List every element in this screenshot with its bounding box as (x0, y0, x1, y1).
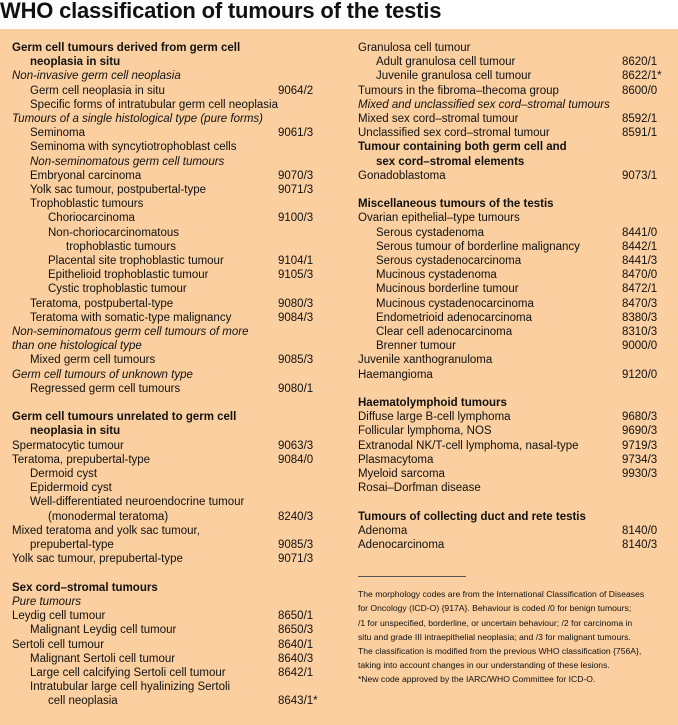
entry-label: Teratoma with somatic-type malignancy (30, 311, 232, 324)
entry-dermoid-cyst (12, 467, 346, 481)
entry-label: Germ cell tumours unrelated to germ cell (12, 411, 237, 424)
icd-o-code: 9084/0 (278, 453, 314, 466)
entry-label: Dermoid cyst (30, 468, 98, 481)
entry-serous-cystadenocarcinoma (358, 254, 670, 268)
entry-mixed-and-unclassified-sex-cord-stromal- (358, 98, 670, 112)
entry-label: Mucinous cystadenocarcinoma (376, 297, 534, 310)
entry-follicular-lymphoma-nos (358, 424, 670, 438)
entry-prepubertal-type (12, 538, 346, 552)
footnote-divider (358, 576, 466, 577)
entry-mucinous-cystadenoma (358, 268, 670, 282)
entry-label: Yolk sac tumour, postpubertal-type (30, 184, 207, 197)
entry-label: than one histological type (12, 340, 142, 353)
entry-label: Mixed sex cord–stromal tumour (358, 113, 519, 126)
entry-spermatocytic-tumour (12, 439, 346, 453)
entry-well-differentiated-neuroendocrine-tumou (12, 495, 346, 509)
entry-tumours-of-a-single-histological-type-pu (12, 112, 346, 126)
entry-label: Choriocarcinoma (48, 212, 135, 225)
entry-non-choriocarcinomatous (12, 226, 346, 240)
entry-myeloid-sarcoma (358, 467, 670, 481)
entry-label: Teratoma, prepubertal-type (12, 453, 151, 466)
entry-rosai-dorfman-disease (358, 481, 670, 495)
entry-label: Non-choriocarcinomatous (48, 226, 180, 239)
entry-label: Teratoma, postpubertal-type (30, 297, 174, 310)
icd-o-code: 9071/3 (278, 184, 314, 197)
entry-mixed-teratoma-and-yolk-sac-tumour (12, 524, 346, 538)
entry-yolk-sac-tumour-postpubertal-type (12, 183, 346, 197)
entry-serous-tumour-of-borderline-malignancy (358, 240, 670, 254)
icd-o-code: 8640/3 (278, 652, 314, 665)
entry-label: Adenoma (358, 524, 408, 537)
entry-epithelioid-trophoblastic-tumour (12, 268, 346, 282)
icd-o-code: 8642/1 (278, 666, 314, 679)
entry-label: Rosai–Dorfman disease (358, 482, 481, 495)
icd-o-code: 9070/3 (278, 169, 314, 182)
entry-label: Tumours of a single histological type (pure forms) (12, 113, 263, 126)
entry-label: Germ cell tumours derived from germ cell (12, 42, 241, 54)
entry-label: Extranodal NK/T-cell lymphoma, nasal-type (358, 439, 579, 452)
entry-mucinous-cystadenocarcinoma (358, 297, 670, 311)
footnote-line: The morphology codes are from the International Classification of Diseases (358, 589, 645, 600)
entry-endometrioid-adenocarcinoma (358, 311, 670, 325)
footnote-line: *New code approved by the IARC/WHO Committee for ICD-O. (358, 674, 596, 685)
icd-o-code: 9061/3 (278, 127, 314, 140)
entry-label: trophoblastic tumours (66, 240, 176, 253)
entry-label: Non-seminomatous germ cell tumours (30, 155, 225, 168)
entry-yolk-sac-tumour-prepubertal-type (12, 552, 346, 566)
entry-label: cell neoplasia (48, 695, 118, 708)
entry-label: Granulosa cell tumour (358, 42, 471, 54)
entry-label: Well-differentiated neuroendocrine tumour (30, 496, 245, 509)
entry-specific-forms-of-intratubular-germ-cell (12, 98, 346, 112)
section-heading-germ-cell-tumours-unrelated-to-germ-cell (12, 410, 346, 424)
entry-teratoma-postpubertal-type (12, 297, 346, 311)
entry-label: Mixed teratoma and yolk sac tumour, (12, 524, 200, 537)
icd-o-code: 9084/3 (278, 311, 314, 324)
entry-teratoma-with-somatic-type-malignancy (12, 311, 346, 325)
entry-label: Spermatocytic tumour (12, 439, 124, 452)
entry-label: Malignant Leydig cell tumour (30, 624, 177, 637)
icd-o-code: 8310/3 (622, 326, 658, 339)
icd-o-code: 8591/1 (622, 127, 658, 140)
entry-label: Regressed germ cell tumours (30, 382, 181, 395)
entry-epidermoid-cyst (12, 481, 346, 495)
icd-o-code: 9734/3 (622, 453, 658, 466)
entry-label: Epithelioid trophoblastic tumour (48, 269, 209, 282)
entry-seminoma-with-syncytiotrophoblast-cells (12, 140, 346, 154)
entry-label: Sertoli cell tumour (12, 638, 105, 651)
icd-o-code: 8240/3 (278, 510, 314, 523)
icd-o-code: 8441/0 (622, 226, 658, 239)
icd-o-code: 8470/0 (622, 269, 658, 282)
icd-o-code: 8592/1 (622, 113, 658, 126)
icd-o-code: 9085/3 (278, 354, 314, 367)
entry-label: Clear cell adenocarcinoma (376, 326, 513, 339)
icd-o-code: 8650/3 (278, 624, 314, 637)
entry-label: Tumour containing both germ cell and (358, 141, 567, 154)
entry-label: Trophoblastic tumours (30, 198, 144, 211)
icd-o-code: 8622/1* (622, 70, 662, 83)
section-heading-haematolymphoid-tumours (358, 396, 670, 410)
entry-than-one-histological-type (12, 339, 346, 353)
entry-label: Haemangioma (358, 368, 433, 381)
entry-label: Placental site trophoblastic tumour (48, 255, 224, 268)
entry-granulosa-cell-tumour (358, 41, 670, 55)
entry-label: Intratubular large cell hyalinizing Sertoli (30, 681, 231, 694)
icd-o-code: 9080/1 (278, 382, 314, 395)
entry-label: Mucinous cystadenoma (376, 269, 497, 282)
entry-label: Tumours of collecting duct and rete testis (358, 510, 586, 523)
entry-non-seminomatous-germ-cell-tumours (12, 155, 346, 169)
entry-ovarian-epithelial-type-tumours (358, 211, 670, 225)
icd-o-code: 8472/1 (622, 283, 658, 296)
entry-cell-neoplasia (12, 694, 346, 708)
entry-label: Adenocarcinoma (358, 539, 445, 552)
entry-trophoblastic-tumours (12, 240, 346, 254)
entry-trophoblastic-tumours (12, 197, 346, 211)
left-column (12, 41, 346, 709)
entry-embryonal-carcinoma (12, 169, 346, 183)
icd-o-code: 9073/1 (622, 169, 658, 182)
entry-label: Non-seminomatous germ cell tumours of more (12, 326, 249, 339)
entry-malignant-sertoli-cell-tumour (12, 652, 346, 666)
entry-non-invasive-germ-cell-neoplasia (12, 69, 346, 83)
entry-diffuse-large-b-cell-lymphoma (358, 410, 670, 424)
entry-label: Juvenile xanthogranuloma (358, 354, 493, 367)
entry-placental-site-trophoblastic-tumour (12, 254, 346, 268)
section-heading-neoplasia-in-situ (12, 55, 346, 69)
entry-label: Diffuse large B-cell lymphoma (358, 411, 511, 424)
entry-label: Sex cord–stromal tumours (12, 581, 158, 594)
entry-intratubular-large-cell-hyalinizing-sert (12, 680, 346, 694)
entry-serous-cystadenoma (358, 226, 670, 240)
entry-label: Serous tumour of borderline malignancy (376, 240, 580, 253)
icd-o-code: 9120/0 (622, 368, 658, 381)
page-title: WHO classification of tumours of the testis (0, 0, 442, 23)
icd-o-code: 8470/3 (622, 297, 658, 310)
icd-o-code: 8650/1 (278, 610, 314, 623)
entry-label: prepubertal-type (30, 539, 114, 552)
entry-label: Epidermoid cyst (30, 482, 112, 495)
entry-label: Leydig cell tumour (12, 610, 106, 623)
footnote-line: for Oncology (ICD-O) {917A}. Behaviour is coded /0 for benign tumours; (358, 603, 632, 614)
entry-label: Endometrioid adenocarcinoma (376, 311, 532, 324)
classification-panel (0, 29, 678, 725)
section-heading-neoplasia-in-situ (12, 424, 346, 438)
entry-label: Seminoma with syncytiotrophoblast cells (30, 141, 237, 154)
entry-label: Mixed germ cell tumours (30, 354, 156, 367)
icd-o-code: 9105/3 (278, 269, 314, 282)
icd-o-code: 8643/1* (278, 695, 318, 708)
entry-label: Serous cystadenocarcinoma (376, 255, 522, 268)
section-heading-tumour-containing-both-germ-cell-and (358, 140, 670, 154)
entry-gonadoblastoma (358, 169, 670, 183)
icd-o-code: 8380/3 (622, 311, 658, 324)
entry-large-cell-calcifying-sertoli-cell-tumou (12, 666, 346, 680)
entry-extranodal-nk-t-cell-lymphoma-nasal-type (358, 439, 670, 453)
entry-pure-tumours (12, 595, 346, 609)
entry-label: Germ cell neoplasia in situ (30, 84, 165, 97)
entry-label: Brenner tumour (376, 340, 456, 353)
entry-mixed-germ-cell-tumours (12, 353, 346, 367)
icd-o-code: 9719/3 (622, 439, 658, 452)
entry-label: Tumours in the fibroma–thecoma group (358, 84, 559, 97)
footnote-line: The classification is modified from the previous WHO classification {756A}, (358, 646, 642, 657)
entry-label: (monodermal teratoma) (48, 510, 169, 523)
icd-o-code: 9064/2 (278, 84, 314, 97)
footnotes (358, 587, 670, 686)
entry-label: Adult granulosa cell tumour (376, 56, 516, 69)
icd-o-code: 9690/3 (622, 425, 658, 438)
icd-o-code: 8140/0 (622, 524, 658, 537)
section-heading-sex-cord-stromal-elements (358, 155, 670, 169)
footnote-line: situ and grade III intraepithelial neoplasia; and /3 for malignant tumours. (358, 631, 631, 642)
entry-unclassified-sex-cord-stromal-tumour (358, 126, 670, 140)
entry-regressed-germ-cell-tumours (12, 382, 346, 396)
entry-label: Embryonal carcinoma (30, 169, 142, 182)
entry-adenoma (358, 524, 670, 538)
icd-o-code: 8640/1 (278, 638, 314, 651)
entry-brenner-tumour (358, 339, 670, 353)
entry-label: Juvenile granulosa cell tumour (376, 70, 532, 83)
entry-label: Malignant Sertoli cell tumour (30, 652, 176, 665)
section-heading-sex-cord-stromal-tumours (12, 581, 346, 595)
entry-cystic-trophoblastic-tumour (12, 282, 346, 296)
entry-sertoli-cell-tumour (12, 638, 346, 652)
entry-leydig-cell-tumour (12, 609, 346, 623)
section-heading-germ-cell-tumours-derived-from-germ-cell (12, 41, 346, 55)
icd-o-code: 8140/3 (622, 539, 658, 552)
entry-label: Large cell calcifying Sertoli cell tumour (30, 666, 226, 679)
entry-label: Mixed and unclassified sex cord–stromal tumours (358, 98, 610, 111)
entry-seminoma (12, 126, 346, 140)
entry-mixed-sex-cord-stromal-tumour (358, 112, 670, 126)
icd-o-code: 9100/3 (278, 212, 314, 225)
entry-clear-cell-adenocarcinoma (358, 325, 670, 339)
entry-label: Non-invasive germ cell neoplasia (12, 70, 181, 83)
entry-label: Specific forms of intratubular germ cell neoplasia (30, 98, 279, 111)
entry-tumours-in-the-fibroma-thecoma-group (358, 84, 670, 98)
entry-label: Yolk sac tumour, prepubertal-type (12, 553, 183, 566)
entry-label: sex cord–stromal elements (376, 155, 525, 168)
icd-o-code: 8441/3 (622, 255, 658, 268)
footnote-line: taking into account changes in our understanding of these lesions. (358, 660, 610, 671)
entry-label: Seminoma (30, 127, 85, 140)
entry-label: Plasmacytoma (358, 453, 434, 466)
entry-label: Pure tumours (12, 595, 82, 608)
entry-adenocarcinoma (358, 538, 670, 552)
entry-mucinous-borderline-tumour (358, 282, 670, 296)
entry-label: Gonadoblastoma (358, 169, 446, 182)
entry-label: Miscellaneous tumours of the testis (358, 198, 554, 211)
entry-non-seminomatous-germ-cell-tumours-of-mo (12, 325, 346, 339)
icd-o-code: 8442/1 (622, 240, 658, 253)
icd-o-code: 8600/0 (622, 84, 658, 97)
section-heading-miscellaneous-tumours-of-the-testis (358, 197, 670, 211)
entry-label: Myeloid sarcoma (358, 468, 445, 481)
icd-o-code: 9080/3 (278, 297, 314, 310)
icd-o-code: 8620/1 (622, 56, 658, 69)
entry-label: Cystic trophoblastic tumour (48, 283, 187, 296)
entry-germ-cell-neoplasia-in-situ (12, 84, 346, 98)
entry-label: Unclassified sex cord–stromal tumour (358, 127, 550, 140)
entry-label: Ovarian epithelial–type tumours (358, 212, 520, 225)
entry-label: Follicular lymphoma, NOS (358, 425, 492, 438)
section-heading-tumours-of-collecting-duct-and-rete-test (358, 510, 670, 524)
icd-o-code: 9000/0 (622, 340, 658, 353)
entry-juvenile-granulosa-cell-tumour (358, 69, 670, 83)
entry-haemangioma (358, 368, 670, 382)
entry-plasmacytoma (358, 453, 670, 467)
entry-label: Serous cystadenoma (376, 226, 485, 239)
entry-teratoma-prepubertal-type (12, 453, 346, 467)
entry-label: neoplasia in situ (30, 425, 121, 438)
icd-o-code: 9071/3 (278, 553, 314, 566)
entry-label: neoplasia in situ (30, 56, 121, 69)
entry-malignant-leydig-cell-tumour (12, 623, 346, 637)
entry-juvenile-xanthogranuloma (358, 353, 670, 367)
entry-label: Haematolymphoid tumours (358, 397, 507, 410)
right-column (358, 41, 670, 687)
icd-o-code: 9104/1 (278, 255, 314, 268)
icd-o-code: 9680/3 (622, 411, 658, 424)
entry-monodermal-teratoma (12, 510, 346, 524)
entry-label: Germ cell tumours of unknown type (12, 368, 193, 381)
entry-label: Mucinous borderline tumour (376, 283, 519, 296)
icd-o-code: 9085/3 (278, 539, 314, 552)
entry-choriocarcinoma (12, 211, 346, 225)
entry-germ-cell-tumours-of-unknown-type (12, 368, 346, 382)
icd-o-code: 9930/3 (622, 468, 658, 481)
entry-adult-granulosa-cell-tumour (358, 55, 670, 69)
footnote-line: /1 for unspecified, borderline, or uncertain behaviour; /2 for carcinoma in (358, 617, 633, 628)
icd-o-code: 9063/3 (278, 439, 314, 452)
